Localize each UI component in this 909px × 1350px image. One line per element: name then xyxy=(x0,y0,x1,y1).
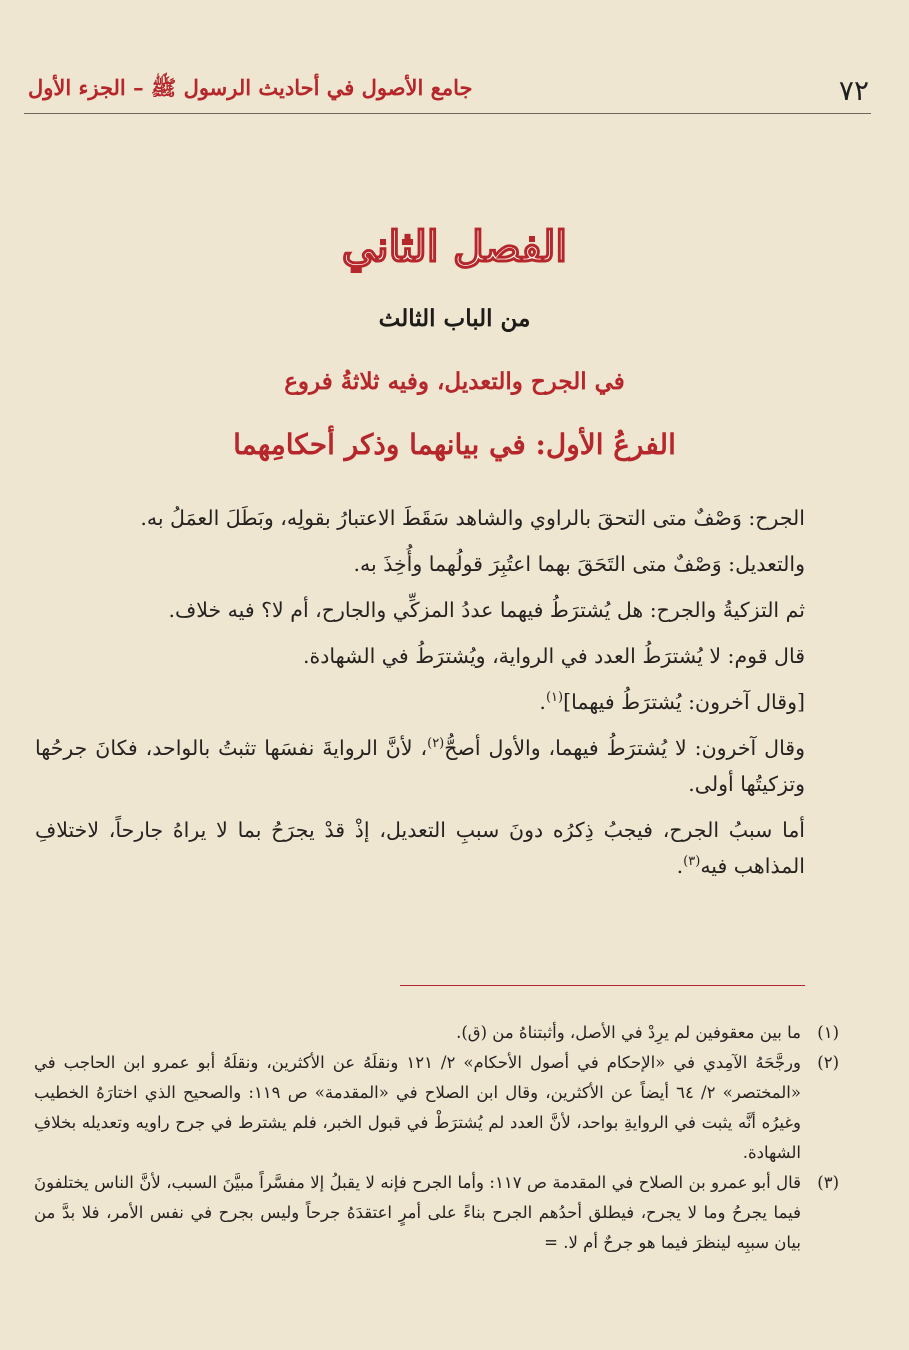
paragraph-tadil-definition: والتعديل: وَصْفٌ متى التَحَقَ بهما اعتُبِرَ قولُهما وأُخِذَ به. xyxy=(353,552,805,576)
footnote-number: (٣) xyxy=(817,1173,839,1192)
paragraph-text: أما سببُ الجرح، فيجبُ ذِكرُه دونَ سببِ التعديل، إذْ قدْ يجرَحُ بما لا يراهُ جارحاً، لاختلافِ المذاهب فيه xyxy=(35,818,805,878)
footnote xyxy=(34,1018,839,1048)
paragraph-text: [وقال آخرون: يُشترَطُ فيهما] xyxy=(563,690,805,714)
footnote-text: قال أبو عمرو بن الصلاح في المقدمة ص ١١٧: وأما الجرح فإنه لا يقبلُ إلا مفسَّراً مبيَّنَ السبب، لأنَّ الناس يختلفونَ فيما يجرحُ وما لا يجرح، فيطلق أحدُهم الجرح بناءً على أمرٍ اعتقدَهُ جرحاً وليس بجرح في نفس الأمر، فلا بدَّ من بيان سببِه لينظرَ فيما هو جرحٌ أم لا. = xyxy=(34,1173,801,1252)
paragraph-second-opinion: [وقال آخرون: يُشترَطُ فيهما]$^{(١)}$. xyxy=(539,690,805,714)
footnote-ref-1: (١) xyxy=(545,690,564,706)
paragraph-first-opinion: قال قوم: لا يُشترَطُ العدد في الرواية، ويُشترَطُ في الشهادة. xyxy=(302,644,805,668)
page-number: ٧٢ xyxy=(838,73,869,107)
paragraph-text: وقال آخرون: لا يُشترَطُ فيهما، والأول أصحُّ xyxy=(444,736,806,760)
paragraph-third-opinion xyxy=(35,730,805,802)
footnote xyxy=(34,1048,839,1168)
running-title: جامع الأصول في أحاديث الرسول ﷺ – الجزء الأول xyxy=(28,74,473,100)
paragraph-text-cont: ، لأنَّ الروايةَ نفسَها تثبتُ بالواحد، فكانَ جرحُها وتزكيتُها أولى. xyxy=(35,736,805,796)
footnote-text: ما بين معقوفين لم يرِدْ في الأصل، وأثبتناهُ من (ق). xyxy=(456,1023,801,1042)
footnote-number: (٢) xyxy=(817,1053,839,1072)
footnote-number: (١) xyxy=(817,1023,839,1042)
section-heading: في الجرح والتعديل، وفيه ثلاثةُ فروع xyxy=(284,368,625,395)
footnote-ref-2: (٢) xyxy=(427,736,445,752)
chapter-subtitle: من الباب الثالث xyxy=(378,305,531,332)
branch-title: الفرعُ الأول: في بيانهما وذكر أحكامِهما xyxy=(233,428,676,461)
footnote-ref-3: (٣) xyxy=(683,854,701,870)
page-header xyxy=(28,70,869,110)
chapter-title: الفصل الثاني xyxy=(341,222,568,271)
paragraph-jarh-definition: الجرح: وَصْفٌ متى التحقَ بالراوي والشاهد سَقَطَ الاعتبارُ بقولِه، وبَطَلَ العمَلُ به. xyxy=(140,506,805,530)
footnote-text: ورجَّحَهُ الآمِدي في «الإحكام في أصول الأحكام» ٢/ ١٢١ ونقلَهُ عن الأكثرين، ونقلَهُ أبو عمرو ابن الحاجب في «المختصر» ٢/ ٦٤ أيضاً عن الأكثرين، وقال ابن الصلاح في «المقدمة» ص ١١٩: والصحيح الذي اختارَهُ الخطيب وغيرُه أنَّه يثبت في الروايةِ بواحد، لأنَّ العدد لم يُشترَطْ في قبول الخبر، فلم يشترط في جرح راويه وتعديله بخلافِ الشهادة. xyxy=(34,1053,801,1162)
paragraph-question: ثم التزكيةُ والجرح: هل يُشترَطُ فيهما عددُ المزكِّي والجارح، أم لا؟ فيه خلاف. xyxy=(168,598,805,622)
footnote-separator xyxy=(400,985,805,986)
footnote xyxy=(34,1168,839,1258)
footnotes xyxy=(34,1018,839,1258)
paragraph-cause-of-jarh: أما سببُ الجرح، فيجبُ ذِكرُه دونَ سببِ التعديل، إذْ قدْ يجرَحُ بما لا يراهُ جارحاً، لاختلافِ المذاهب فيه$^{(٣)}$. xyxy=(35,818,805,878)
body-text xyxy=(35,500,805,894)
header-rule xyxy=(24,113,871,114)
